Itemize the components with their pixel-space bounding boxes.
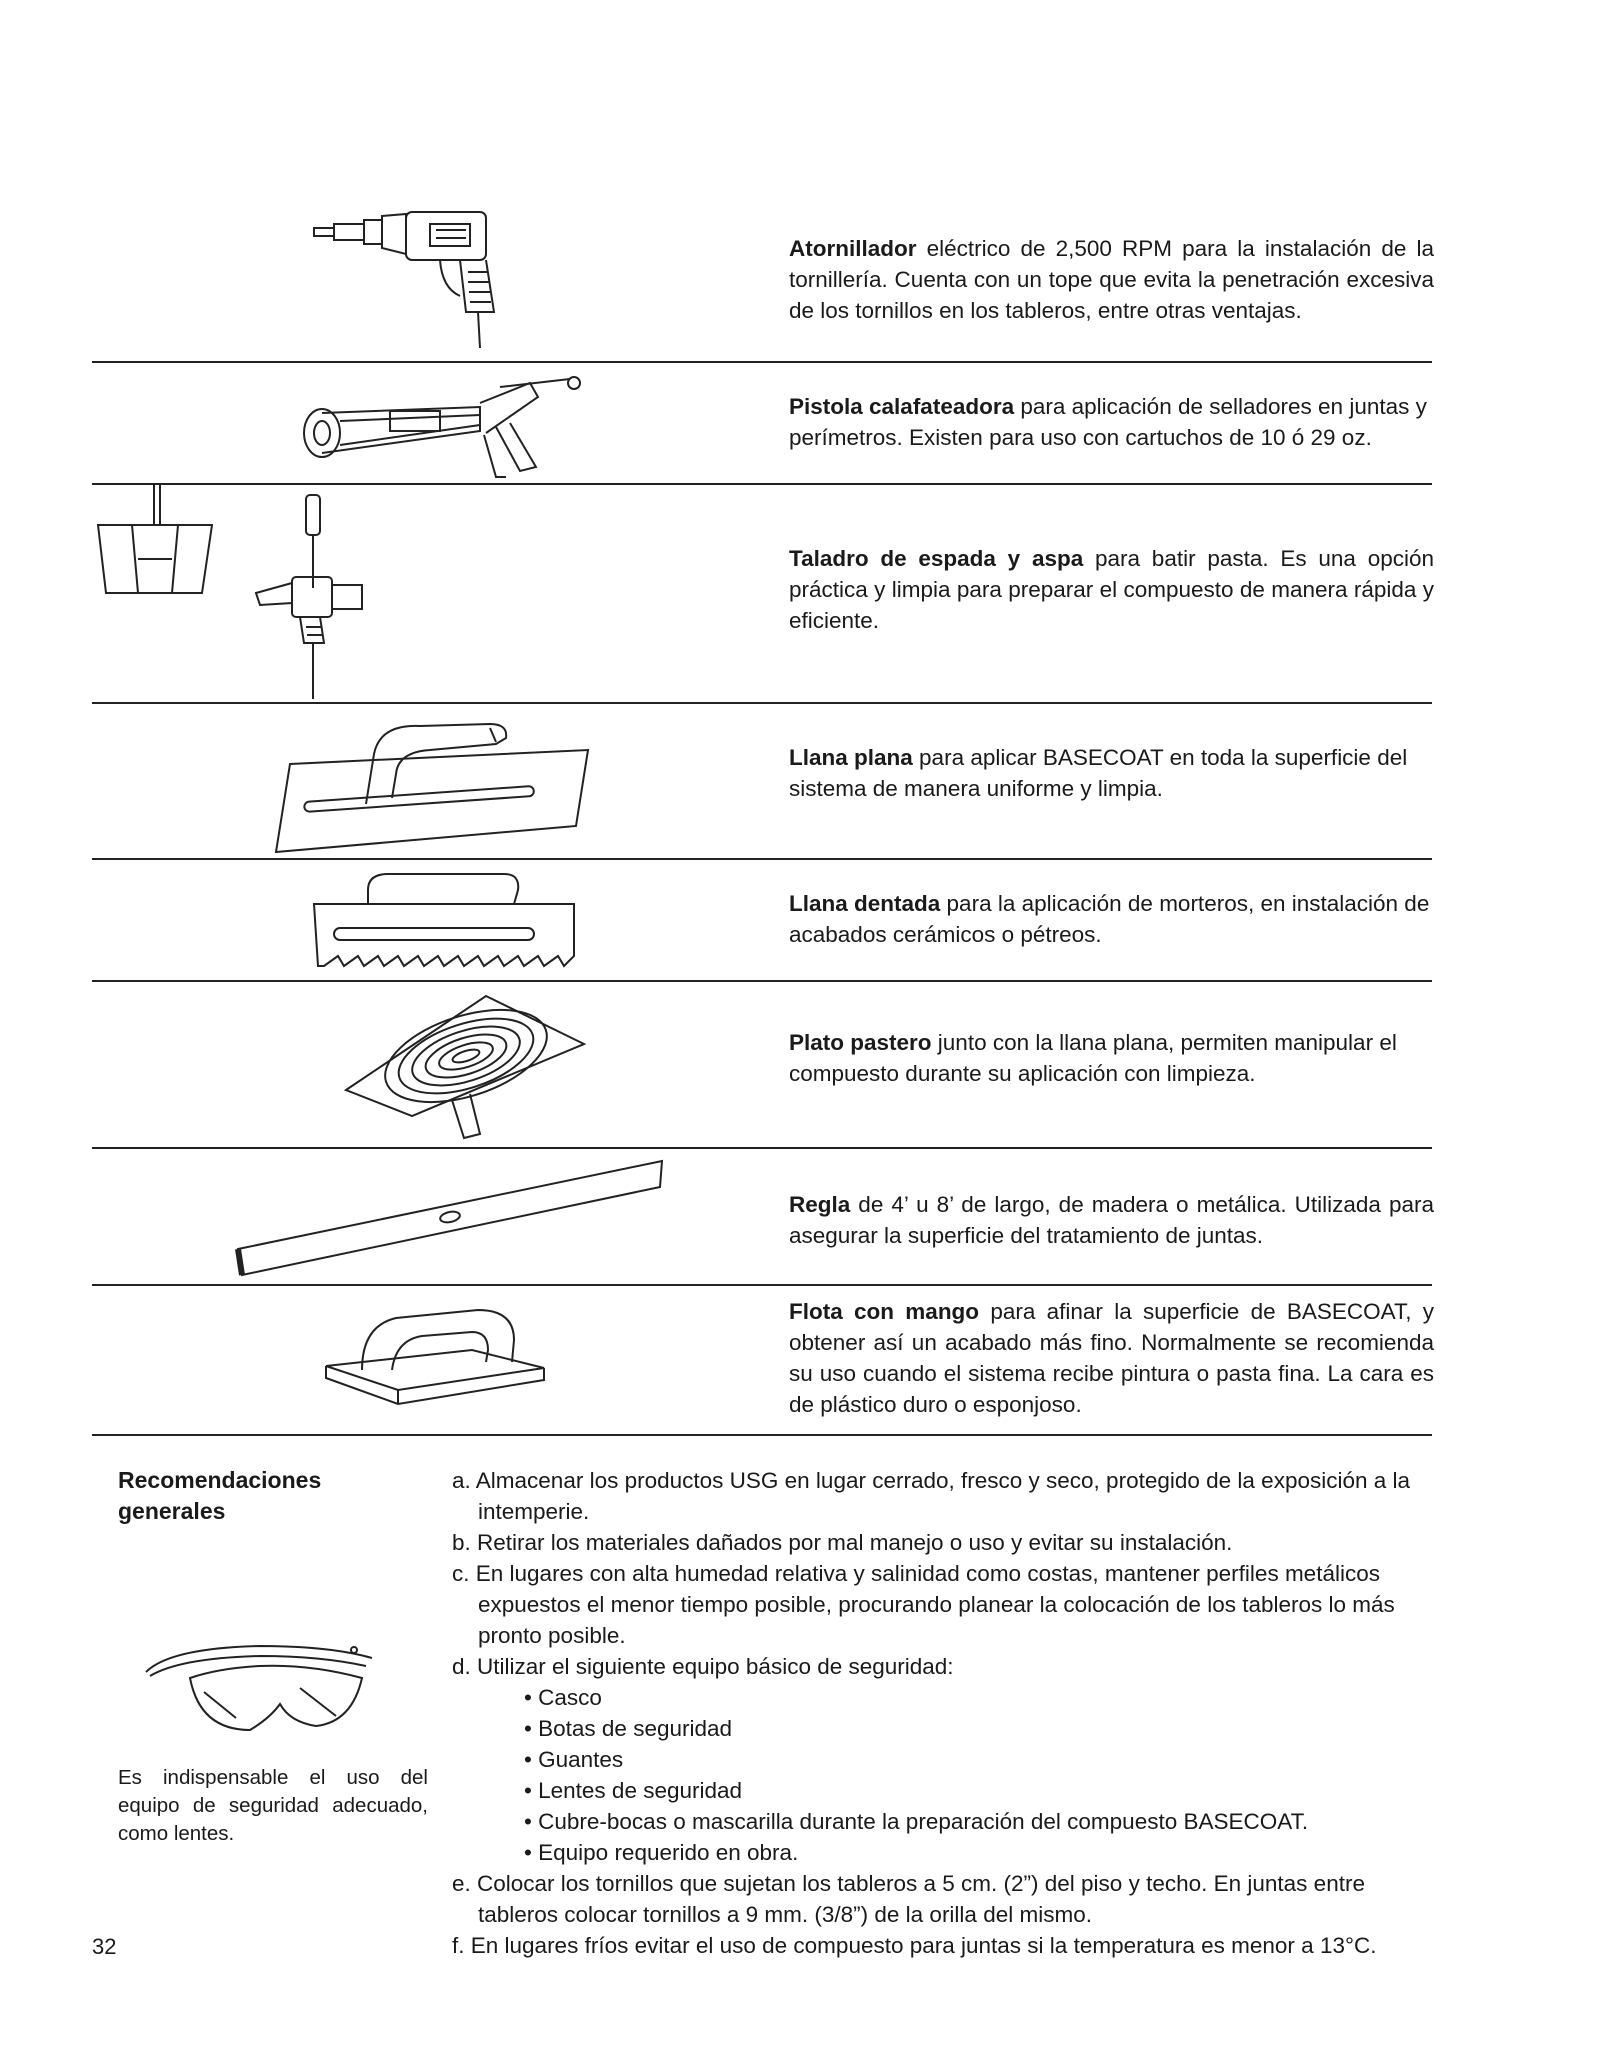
recommendation-item: d. Utilizar el siguiente equipo básico de seguridad: [452, 1654, 954, 1679]
safety-goggles-icon [140, 1638, 380, 1748]
tool-row-atornillador [92, 200, 1432, 363]
tool-description [789, 742, 1434, 804]
page-number: 32 [92, 1934, 117, 1959]
tool-description-text: junto con la llana plana, permiten manipular el compuesto durante su aplicación con limpieza. [789, 1030, 1397, 1086]
tool-description [789, 1296, 1434, 1420]
tool-name: Llana dentada [789, 891, 941, 916]
goggles-caption: Es indispensable el uso del equipo de seguridad adecuado, como lentes. [118, 1766, 428, 1845]
recommendations-list [452, 1465, 1432, 1961]
tool-name: Flota con mango [789, 1299, 980, 1324]
tool-description [789, 1027, 1434, 1089]
float-with-handle-illustration [322, 1306, 552, 1416]
tool-row-regla [92, 1149, 1432, 1286]
tool-description-text: para aplicación de selladores en juntas y perímetros. Existen para uso con cartuchos de 10 ó 29 oz. [789, 394, 1427, 450]
caulking-gun-illustration [300, 373, 590, 483]
tool-row-llana-dentada [92, 860, 1432, 982]
tool-description-text: para afinar la superficie de BASECOAT, y obtener así un acabado más fino. Normalmente se recomienda su uso cuando el sistema recibe pintura o pasta fina. La cara es de plástico duro o esponjoso. [789, 1299, 1435, 1417]
tool-description [789, 391, 1434, 453]
recommendation-item: c. En lugares con alta humedad relativa y salinidad como costas, mantener perfiles metálicos expuestos el menor tiempo posible, procurando planear la colocación de los tableros lo más pronto posible. [452, 1561, 1395, 1648]
safety-equipment-list [452, 1682, 1432, 1868]
tool-name: Pistola calafateadora [789, 394, 1015, 419]
tool-description-text: para la aplicación de morteros, en instalación de acabados cerámicos o pétreos. [789, 891, 1430, 947]
tool-description-text: eléctrico de 2,500 RPM para la instalación de la tornillería. Cuenta con un tope que evita la penetración excesiva de los tornillos en los tableros, entre otras ventajas. [789, 236, 1434, 323]
safety-item: • Lentes de seguridad [524, 1778, 743, 1803]
safety-item: • Casco [524, 1685, 602, 1710]
tool-description [789, 1189, 1434, 1251]
tool-name: Plato pastero [789, 1030, 932, 1055]
tool-row-taladro [92, 485, 1435, 704]
tool-name: Regla [789, 1192, 851, 1217]
tool-description-text: de 4’ u 8’ de largo, de madera o metálica. Utilizada para asegurar la superficie del tratamiento de juntas. [789, 1192, 1434, 1248]
tool-name: Taladro de espada y aspa [789, 546, 1084, 571]
flat-trowel-illustration [270, 714, 590, 854]
recommendation-item: b. Retirar los materiales dañados por mal manejo o uso y evitar su instalación. [452, 1530, 1233, 1555]
drill-screwdriver-illustration [310, 208, 550, 358]
paddle-mixer-illustration [92, 485, 222, 595]
tool-name: Atornillador [789, 236, 917, 261]
tool-row-pistola [92, 363, 1432, 485]
straightedge-level-illustration [232, 1157, 672, 1277]
tool-description [789, 233, 1434, 326]
notched-trowel-illustration [304, 870, 584, 982]
safety-item: • Equipo requerido en obra. [524, 1840, 799, 1865]
tool-description-text: para batir pasta. Es una opción práctica y limpia para preparar el compuesto de manera rápida y eficiente. [789, 546, 1435, 633]
tool-row-flota [92, 1286, 1435, 1436]
safety-item: • Botas de seguridad [524, 1716, 733, 1741]
tool-row-llana-plana [92, 704, 1432, 860]
tool-description [789, 888, 1434, 950]
tool-row-plato-pastero [92, 982, 1432, 1149]
recommendation-item: a. Almacenar los productos USG en lugar cerrado, fresco y seco, protegido de la exposición a la intemperie. [452, 1468, 1411, 1524]
safety-item: • Guantes [524, 1747, 624, 1772]
mixing-drill-illustration [252, 493, 372, 703]
tool-description [789, 543, 1434, 636]
hawk-plate-illustration [340, 988, 590, 1148]
recommendation-item: f. En lugares fríos evitar el uso de compuesto para juntas si la temperatura es menor a 13°C. [452, 1933, 1377, 1958]
tool-description-text: para aplicar BASECOAT en toda la superficie del sistema de manera uniforme y limpia. [789, 745, 1408, 801]
safety-item: • Cubre-bocas o mascarilla durante la preparación del compuesto BASECOAT. [524, 1809, 1309, 1834]
tool-name: Llana plana [789, 745, 913, 770]
row-divider [92, 1434, 1432, 1436]
recommendation-item: e. Colocar los tornillos que sujetan los tableros a 5 cm. (2”) del piso y techo. En juntas entre tableros colocar tornillos a 9 mm. (3/8”) de la orilla del mismo. [452, 1871, 1365, 1927]
recommendations-title: Recomendaciones generales [118, 1467, 322, 1524]
